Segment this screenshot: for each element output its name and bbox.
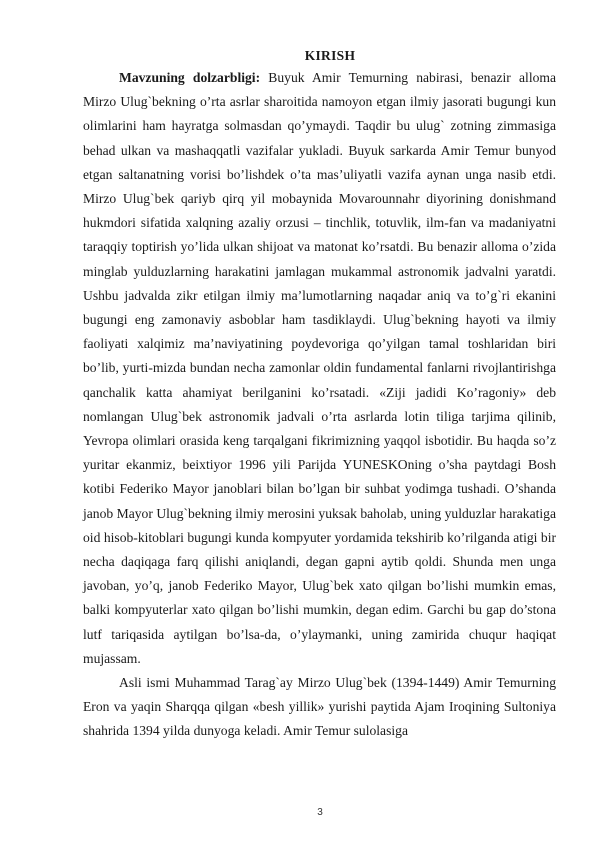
paragraph-text: Buyuk Amir Temurning nabirasi, benazir alloma Mirzo Ulug`bekning o’rta asrlar sharoitida namoyon etgan ilmiy jasorati bugungi kun olimlarini ham hayratga solmasdan qo’ymaydi. Taqdir bu ulug` zotning zimmasiga behad ulkan va mashaqqatli vazifalar yukladi. Buyuk sarkarda Amir Temur bunyod etgan saltanatning vorisi bo’lishdek o’ta mas’uliyatli vazifa aynan unga nasib etdi. Mirzo Ulug`bek qariyb qirq yil mobaynida Movarounnahr diyorining donishmand hukmdori sifatida xalqning azaliy orzusi – tinchlik, totuvlik, ilm-fan va madaniyatni taraqqiy toptirish yo’lida ulkan shijoat va matonat ko’rsatdi. Bu benazir alloma o’zida minglab yulduzlarning harakatini jamlagan mukammal astronomik jadvalni yaratdi. Ushbu jadvalda zikr etilgan ilmiy ma’lumotlarning naqadar aniq va to’g`ri ekanini bugungi eng zamonaviy asboblar ham tasdiklaydi. Ulug`bekning hayoti va ilmiy faoliyati xalqimiz ma’naviyatining poydevoriga qo’yilgan tamal toshlaridan biri bo’lib, yurti-mizda bundan necha zamonlar oldin fundamental fanlarni rivojlantirishga qanchalik katta ahamiyat berilganini ko’rsatadi. «Ziji jadidi Ko’ragoniy» deb nomlangan Ulug`bek astronomik jadvali o’rta asrlarda lotin tiliga tarjima qilinib, Yevropa olimlari orasida keng tarqalgani fikrimizning yaqqol isbotidir. Bu haqda so’z yuritar ekanmiz, beixtiyor 1996 yili Parijda YUNESKOning o’sha paytdagi Bosh kotibi Federiko Mayor janoblari bilan bo’lgan bir suhbat yodimga tushadi. O’shanda janob Mayor Ulug`bekning ilmiy merosini yuksak baholab, uning yulduzlar harakatiga oid hisob-kitoblari bugungi kunda kompyuter yordamida tekshirib ko’rilganda atigi bir necha daqiqaga farq qilishi aniqlandi, degan gapni aytib qoldi. Shunda men unga javoban, yo’q, janob Federiko Mayor, Ulug`bek xato qilgan bo’lishi mumkin emas, balki kompyuterlar xato qilgan bo’lishi mumkin, degan edim. Garchi bu gap do’stona lutf tariqasida aytilgan bo’lsa-da, o’ylaymanki, uning zamirida chuqur haqiqat mujassam. xyxy=(83,70,556,666)
paragraph-text: Asli ismi Muhammad Tarag`ay Mirzo Ulug`bek (1394-1449) Amir Temurning Eron va yaqin Sharqqa qilgan «besh yillik» yurishi paytida Ajam Iroqining Sultoniya shahrida 1394 yilda dunyoga keladi. Amir Temur sulolasiga xyxy=(83,675,556,739)
paragraph-relevance xyxy=(83,66,556,671)
page-number: 3 xyxy=(317,807,323,818)
document-body xyxy=(83,66,556,744)
section-title: KIRISH xyxy=(304,48,356,63)
paragraph-biography xyxy=(83,671,556,744)
paragraph-lead: Mavzuning dolzarbligi: xyxy=(119,70,261,85)
